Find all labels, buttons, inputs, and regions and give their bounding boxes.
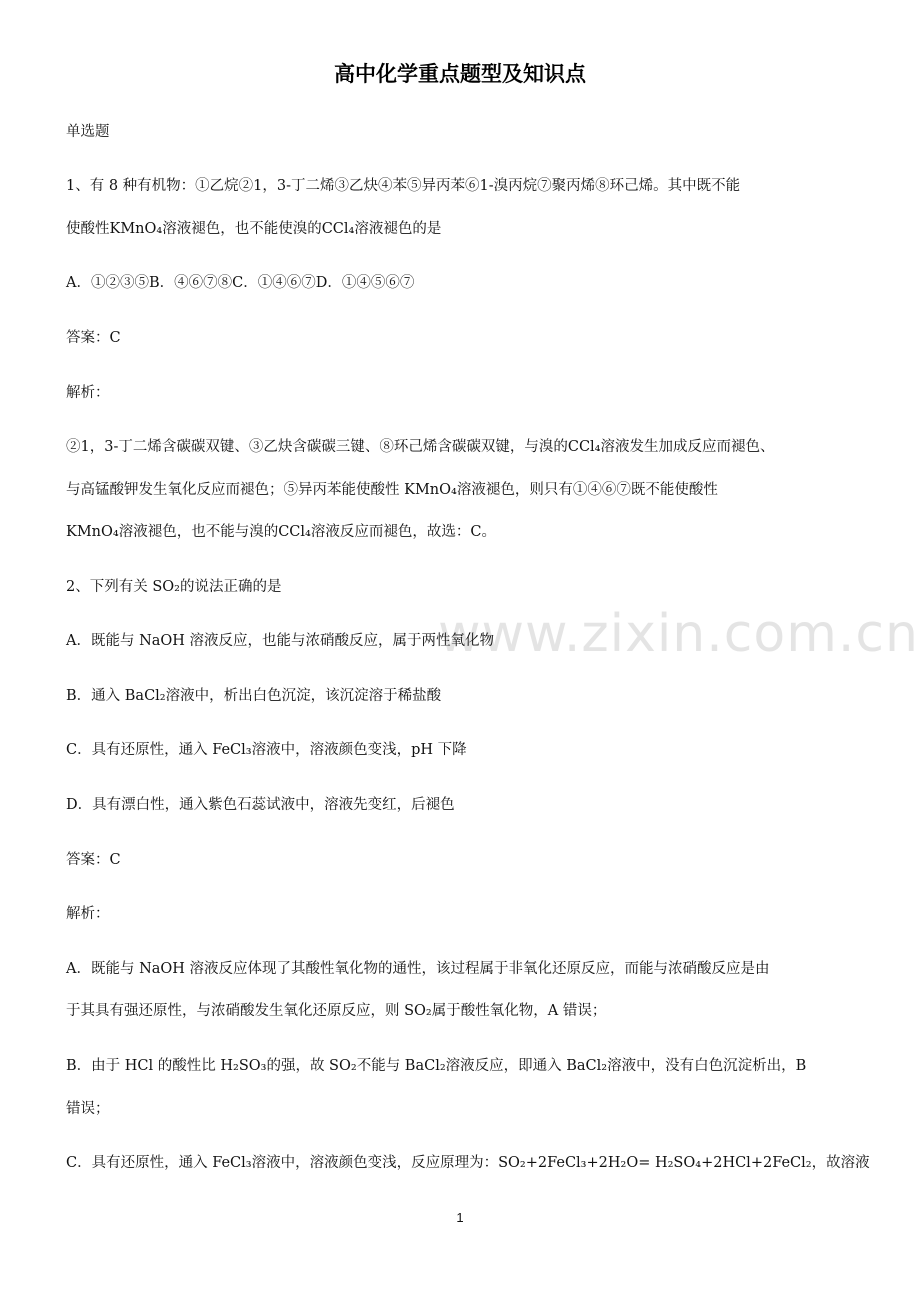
q2-answer: 答案：C <box>66 852 121 868</box>
q2-analysis-line: C．具有还原性，通入 FeCl₃溶液中，溶液颜色变浅，反应原理为：SO₂+2FeCl₃+2H₂O= H₂SO₄+2HCl+2FeCl₂，故溶液 <box>66 1155 870 1171</box>
document-title: 高中化学重点题型及知识点 <box>334 62 586 86</box>
watermark: www.zixin.com.cn <box>438 604 919 664</box>
section-heading: 单选题 <box>66 124 110 140</box>
q1-options: A．①②③⑤B．④⑥⑦⑧C．①④⑥⑦D．①④⑤⑥⑦ <box>66 275 415 291</box>
q2-option-d: D．具有漂白性，通入紫色石蕊试液中，溶液先变红，后褪色 <box>66 797 455 813</box>
q2-analysis-label: 解析： <box>66 906 110 922</box>
q2-option-b: B．通入 BaCl₂溶液中，析出白色沉淀，该沉淀溶于稀盐酸 <box>66 688 442 704</box>
q2-option-c: C．具有还原性，通入 FeCl₃溶液中，溶液颜色变浅，pH 下降 <box>66 742 467 758</box>
q1-stem-line1: 1、有 8 种有机物：①乙烷②1，3-丁二烯③乙炔④苯⑤异丙苯⑥1-溴丙烷⑦聚丙烯⑧环己烯。其中既不能 <box>66 178 741 194</box>
q1-analysis-line: KMnO₄溶液褪色，也不能与溴的CCl₄溶液反应而褪色，故选：C。 <box>66 524 496 540</box>
q2-analysis-line: 于其具有强还原性，与浓硝酸发生氧化还原反应，则 SO₂属于酸性氧化物，A 错误； <box>66 1003 607 1019</box>
q2-option-a: A．既能与 NaOH 溶液反应，也能与浓硝酸反应，属于两性氧化物 <box>66 633 495 649</box>
q1-analysis-line: ②1，3-丁二烯含碳碳双键、③乙炔含碳碳三键、⑧环己烯含碳碳双键，与溴的CCl₄溶液发生加成反应而褪色、 <box>66 439 775 455</box>
q2-analysis-line: A．既能与 NaOH 溶液反应体现了其酸性氧化物的通性，该过程属于非氧化还原反应，而能与浓硝酸反应是由 <box>66 961 770 977</box>
q1-analysis-label: 解析： <box>66 385 110 401</box>
q2-stem: 2、下列有关 SO₂的说法正确的是 <box>66 579 282 595</box>
page-number: 1 <box>456 1210 464 1225</box>
q1-analysis-line: 与高锰酸钾发生氧化反应而褪色；⑤异丙苯能使酸性 KMnO₄溶液褪色，则只有①④⑥⑦既不能使酸性 <box>66 482 718 498</box>
q2-analysis-line: B．由于 HCl 的酸性比 H₂SO₃的强，故 SO₂不能与 BaCl₂溶液反应，即通入 BaCl₂溶液中，没有白色沉淀析出，B <box>66 1058 807 1074</box>
q2-analysis-line: 错误； <box>66 1101 110 1117</box>
q1-stem-line2: 使酸性KMnO₄溶液褪色，也不能使溴的CCl₄溶液褪色的是 <box>66 221 442 237</box>
q1-answer: 答案：C <box>66 330 121 346</box>
